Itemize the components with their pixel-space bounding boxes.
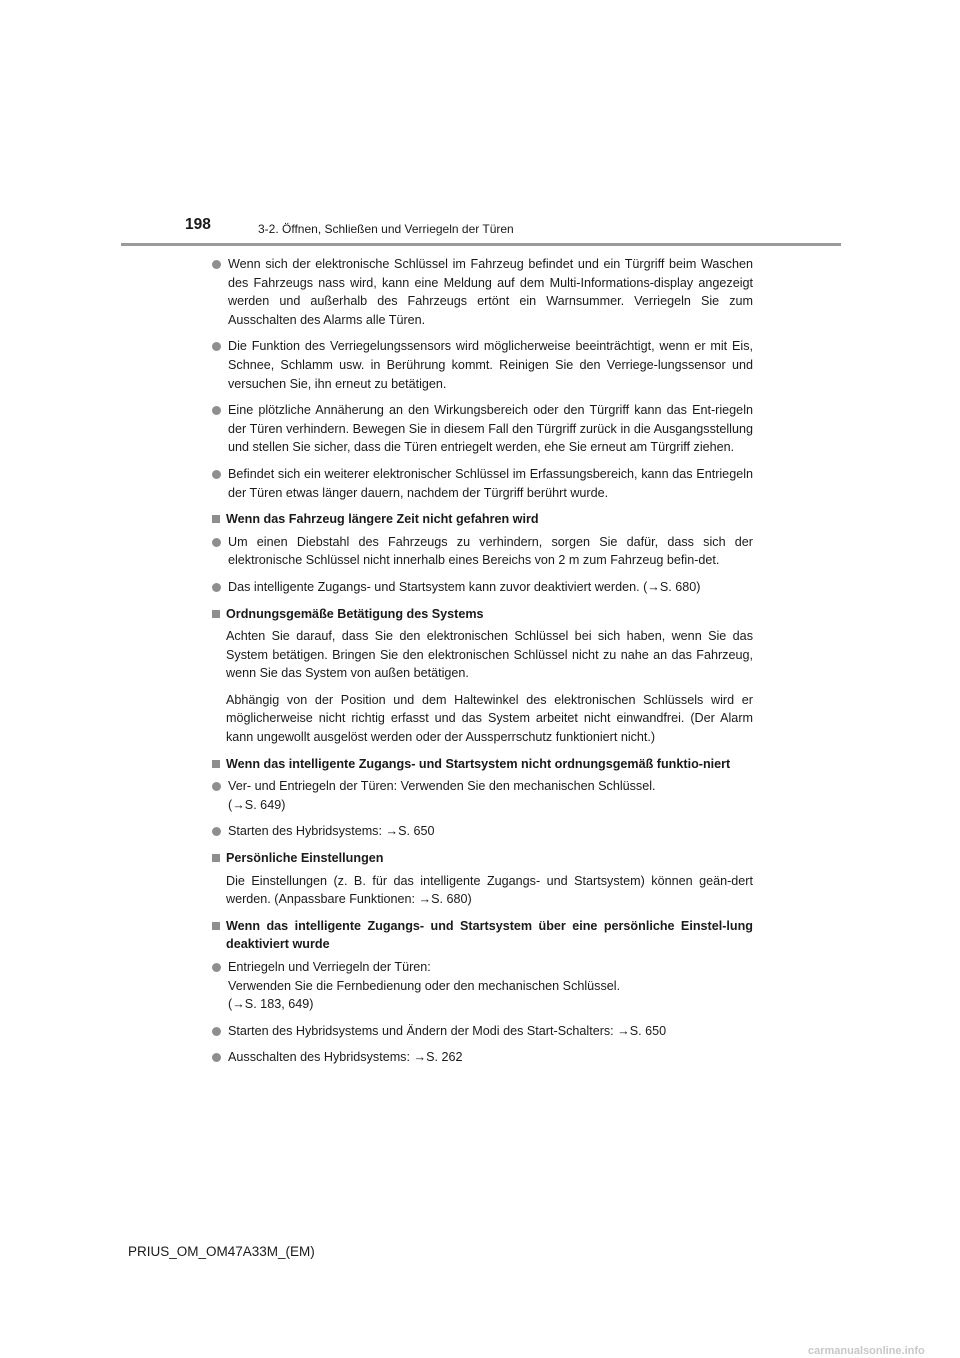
document-code: PRIUS_OM_OM47A33M_(EM): [128, 1244, 315, 1259]
bullet-icon: [212, 782, 221, 791]
paragraph: Die Einstellungen (z. B. für das intelligente Zugangs- und Startsystem) können geän-dert werden. (Anpassbare Funktionen: →S. 680): [226, 873, 753, 907]
list-item: [210, 1022, 753, 1041]
list-item-text: Das intelligente Zugangs- und Startsystem kann zuvor deaktiviert werden. (→S. 680): [228, 579, 701, 594]
section-header: 3-2. Öffnen, Schließen und Verriegeln der Türen: [258, 222, 514, 236]
list-item: [210, 533, 753, 570]
list-item-text: Entriegeln und Verriegeln der Türen:: [228, 960, 431, 974]
bullet-icon: [212, 538, 221, 547]
bullet-icon: [212, 827, 221, 836]
paragraph: Achten Sie darauf, dass Sie den elektronischen Schlüssel bei sich haben, wenn Sie das System betätigen. Bringen Sie den elektronischen Schlüssel nicht zu nahe an das Fahrzeug, wenn Sie das System von außen betätigen.: [226, 629, 753, 681]
list-item-text: Verwenden Sie die Fernbedienung oder den mechanischen Schlüssel.: [228, 978, 621, 993]
bullet-icon: [212, 1027, 221, 1036]
page-content: [210, 255, 753, 1075]
square-bullet-icon: [212, 610, 220, 618]
list-item: [210, 255, 753, 329]
list-item-text: Ausschalten des Hybridsystems: →S. 262: [228, 1050, 463, 1065]
section-title: Persönliche Einstellungen: [226, 851, 384, 866]
section-heading: [210, 510, 753, 529]
section-title: Wenn das Fahrzeug längere Zeit nicht gefahren wird: [226, 512, 539, 527]
square-bullet-icon: [212, 515, 220, 523]
section-title: Wenn das intelligente Zugangs- und Startsystem über eine persönliche Einstel-lung deaktiviert wurde: [226, 918, 753, 952]
section-heading: [210, 605, 753, 624]
square-bullet-icon: [212, 760, 220, 768]
square-bullet-icon: [212, 922, 220, 930]
watermark: carmanualsonline.info: [808, 1345, 925, 1357]
header-divider: [121, 243, 841, 246]
section-heading: [210, 755, 753, 774]
list-item: [210, 578, 753, 597]
list-item-text: Um einen Diebstahl des Fahrzeugs zu verhindern, sorgen Sie dafür, dass sich der elektronische Schlüssel nicht innerhalb eines Bereichs von 2 m zum Fahrzeug befin-det.: [228, 534, 753, 568]
section-title: Ordnungsgemäße Betätigung des Systems: [226, 606, 484, 621]
section-title: Wenn das intelligente Zugangs- und Startsystem nicht ordnungsgemäß funktio-niert: [226, 756, 731, 771]
page-reference: (→S. 649): [228, 797, 286, 812]
list-item: [210, 337, 753, 393]
list-item-text: Eine plötzliche Annäherung an den Wirkungsbereich oder den Türgriff kann das Ent-riegeln der Türen verhindern. Bewegen Sie in diesem Fall den Türgriff zurück in die Ausgangsstellung und stellen Sie sicher, dass die Türen entriegelt werden, ehe Sie erneut am Türgriff ziehen.: [228, 403, 753, 455]
list-item-text: Ver- und Entriegeln der Türen: Verwenden Sie den mechanischen Schlüssel.: [228, 779, 656, 794]
list-item-text: Befindet sich ein weiterer elektronischer Schlüssel im Erfassungsbereich, kann das Entriegeln der Türen etwas länger dauern, nachdem der Türgriff berührt wurde.: [228, 466, 753, 500]
list-item: [210, 1048, 753, 1067]
bullet-icon: [212, 1053, 221, 1062]
square-bullet-icon: [212, 854, 220, 862]
list-item-text: Die Funktion des Verriegelungssensors wird möglicherweise beeinträchtigt, wenn er mit Eis, Schnee, Schlamm usw. in Berührung kommt. Reinigen Sie den Verriege-lungssensor und versuchen Sie, ihn erneut zu betätigen.: [228, 339, 753, 391]
paragraph: Abhängig von der Position und dem Haltewinkel des elektronischen Schlüssels wird er möglicherweise nicht richtig erfasst und das System arbeitet nicht einwandfrei. (Der Alarm kann ungewollt ausgelöst werden oder der Aussperrschutz funktioniert nicht.): [226, 692, 753, 745]
page-number: 198: [185, 216, 211, 233]
section-heading: [210, 917, 753, 954]
page-reference: (→S. 183, 649): [228, 997, 314, 1012]
list-item: [210, 777, 753, 814]
list-item: [210, 958, 753, 1014]
bullet-icon: [212, 342, 221, 351]
list-item: [210, 401, 753, 457]
list-item: [210, 822, 753, 841]
list-item-text: Wenn sich der elektronische Schlüssel im Fahrzeug befindet und ein Türgriff beim Waschen des Fahrzeugs nass wird, kann eine Meldung auf dem Multi-Informations-display angezeigt werden und außerhalb des Fahrzeugs ertönt ein Warnsummer. Verriegeln Sie zum Ausschalten des Alarms alle Türen.: [228, 257, 753, 327]
bullet-icon: [212, 260, 221, 269]
bullet-icon: [212, 963, 221, 972]
list-item-text: Starten des Hybridsystems und Ändern der Modi des Start-Schalters: →S. 650: [228, 1023, 667, 1038]
bullet-icon: [212, 406, 221, 415]
section-heading: [210, 849, 753, 868]
list-item-text: Starten des Hybridsystems: →S. 650: [228, 824, 435, 839]
bullet-icon: [212, 583, 221, 592]
bullet-icon: [212, 470, 221, 479]
list-item: [210, 465, 753, 502]
